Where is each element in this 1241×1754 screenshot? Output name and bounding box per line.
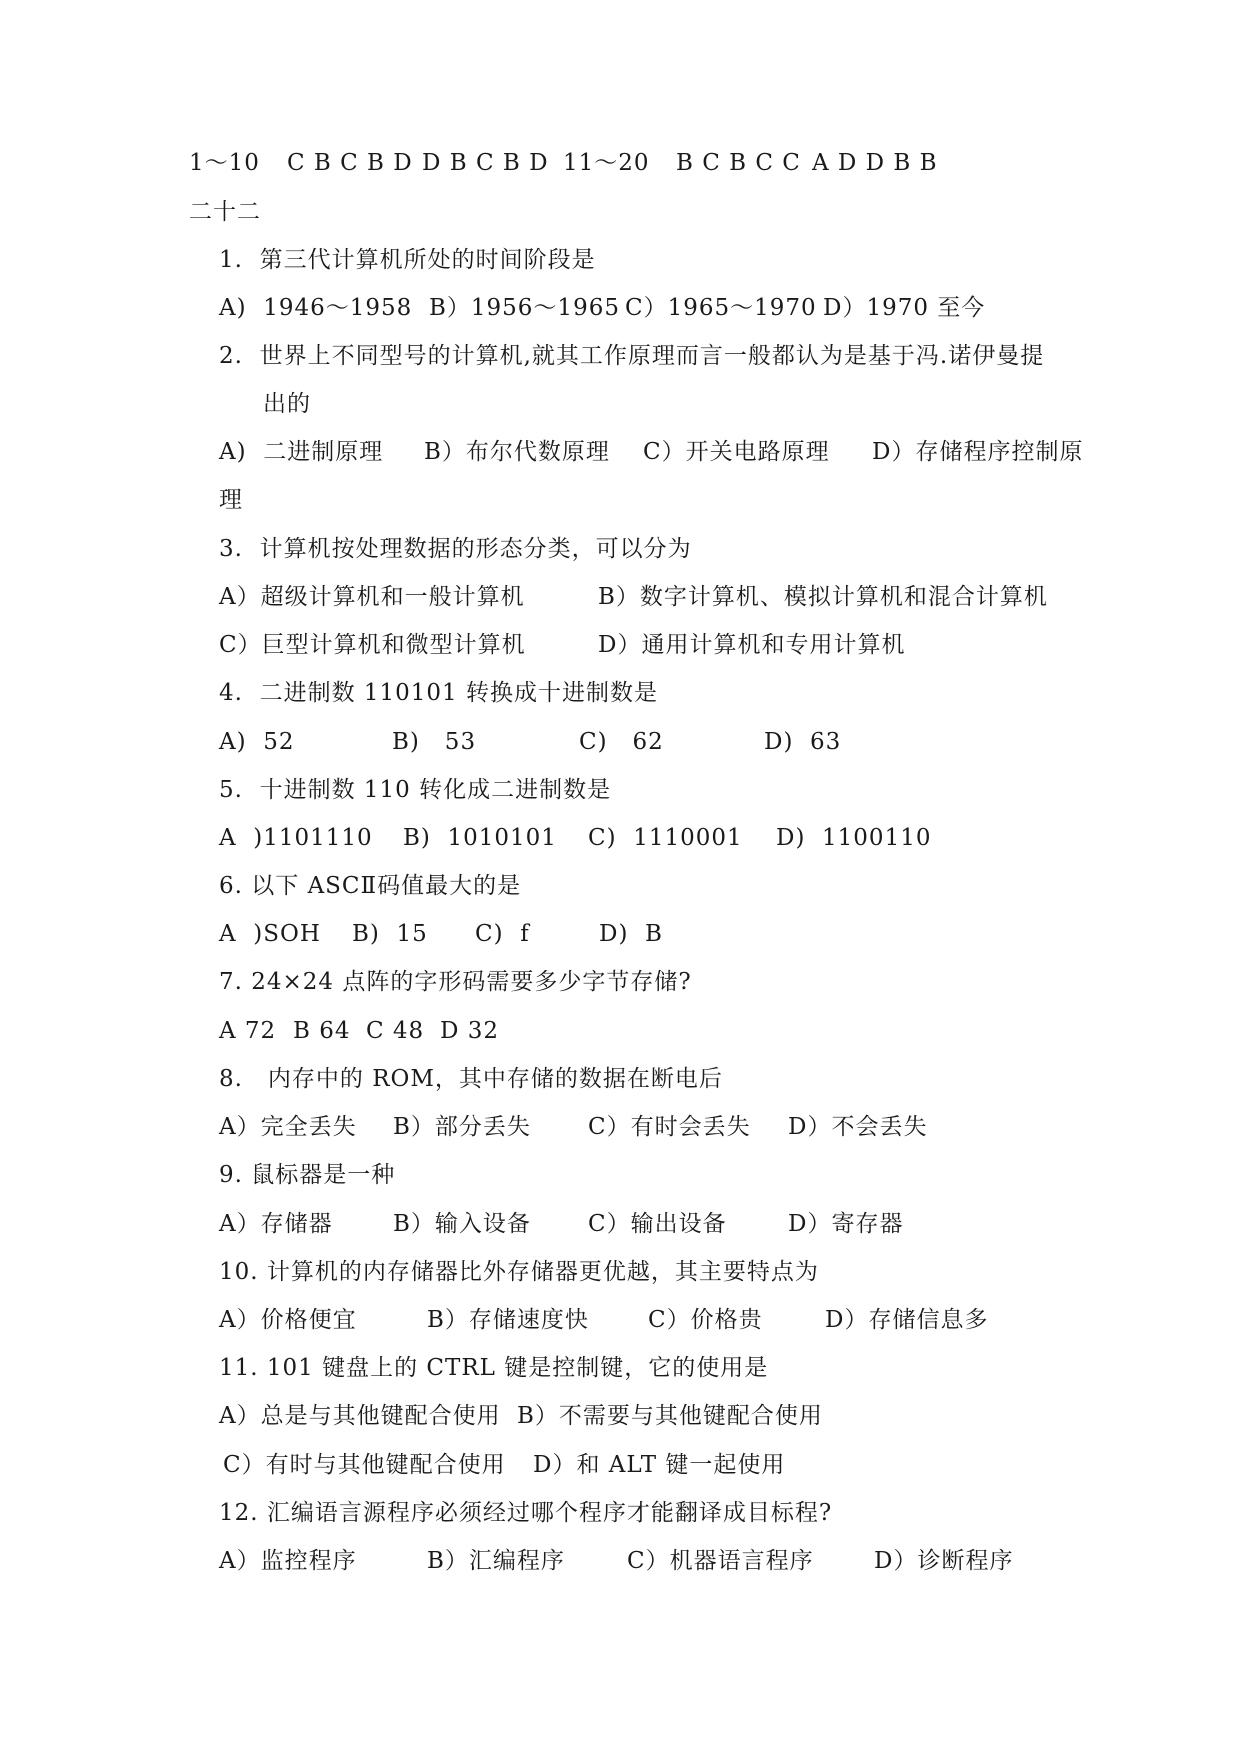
question-3: 3. 计算机按处理数据的形态分类，可以分为 xyxy=(219,536,692,562)
options-12 xyxy=(219,1546,1014,1696)
option-c: C）开关电路原理 xyxy=(643,439,830,465)
option-c: C）机器语言程序 xyxy=(627,1548,814,1574)
option-b: B）布尔代数原理 xyxy=(424,439,610,465)
question-10: 10. 计算机的内存储器比外存储器更优越，其主要特点为 xyxy=(219,1259,819,1285)
question-12: 12. 汇编语言源程序必须经过哪个程序才能翻译成目标程? xyxy=(219,1500,833,1526)
option-c: C）有时与其他键配合使用 xyxy=(223,1452,506,1478)
option-b: B）汇编程序 xyxy=(427,1548,565,1574)
option-a: A）超级计算机和一般计算机 xyxy=(219,584,525,610)
question-9: 9. 鼠标器是一种 xyxy=(219,1162,396,1188)
option-b: B) 1010101 xyxy=(403,825,557,851)
option-d: D）通用计算机和专用计算机 xyxy=(598,632,906,658)
option-d: D）诊断程序 xyxy=(874,1548,1014,1574)
option-b: B）部分丢失 xyxy=(393,1114,531,1140)
option-d: D) 1100110 xyxy=(776,825,932,851)
option-a: A）监控程序 xyxy=(219,1548,357,1574)
option-a: A）价格便宜 xyxy=(219,1307,357,1333)
option-a: A) 二进制原理 xyxy=(219,439,384,465)
option-b: B 64 xyxy=(293,1018,351,1044)
question-7: 7. 24×24 点阵的字形码需要多少字节存储? xyxy=(219,969,692,995)
option-d: D）寄存器 xyxy=(788,1211,904,1237)
option-c: C）价格贵 xyxy=(648,1307,763,1333)
option-a: A )1101110 xyxy=(219,825,373,851)
question-2: 2. 世界上不同型号的计算机,就其工作原理而言一般都认为是基于冯.诺伊曼提 xyxy=(219,343,1045,369)
option-b: B）不需要与其他键配合使用 xyxy=(517,1403,823,1429)
option-c: C) f xyxy=(475,921,530,947)
question-5: 5. 十进制数 110 转化成二进制数是 xyxy=(219,777,612,803)
option-b: B）存储速度快 xyxy=(427,1307,589,1333)
option-a: A) 52 xyxy=(219,729,295,755)
option-d: D）存储信息多 xyxy=(825,1307,989,1333)
option-c: C）输出设备 xyxy=(588,1211,727,1237)
option-b: B）输入设备 xyxy=(393,1211,531,1237)
option-a: A 72 xyxy=(219,1018,277,1044)
option-d: D) B xyxy=(599,921,663,947)
answer-group-2b: A D D B B xyxy=(812,150,938,176)
question-4: 4. 二进制数 110101 转换成十进制数是 xyxy=(219,680,658,706)
option-d: D）和 ALT 键一起使用 xyxy=(533,1452,786,1478)
option-a: A )SOH xyxy=(219,921,321,947)
answer-range-1: 1～10 xyxy=(189,150,260,176)
section-title: 二十二 xyxy=(189,199,261,225)
option-c: C 48 xyxy=(366,1018,425,1044)
question-1: 1. 第三代计算机所处的时间阶段是 xyxy=(219,247,596,273)
answer-group-2a: B C B C C xyxy=(676,150,801,176)
option-d: D）1970 至今 xyxy=(823,295,986,321)
question-8: 8. 内存中的 ROM，其中存储的数据在断电后 xyxy=(219,1066,723,1092)
option-d: D）存储程序控制原 xyxy=(872,439,1084,465)
option-a: A）完全丢失 xyxy=(219,1114,357,1140)
option-c: C）巨型计算机和微型计算机 xyxy=(219,632,526,658)
question-11: 11. 101 键盘上的 CTRL 键是控制键，它的使用是 xyxy=(219,1355,769,1381)
option-b: B）数字计算机、模拟计算机和混合计算机 xyxy=(598,584,1048,610)
answer-range-2: 11～20 xyxy=(563,150,650,176)
options-2-cont: 理 xyxy=(219,487,243,513)
answer-group-1a: C B C B D xyxy=(287,150,413,176)
option-c: C) 1110001 xyxy=(588,825,743,851)
option-d: D）不会丢失 xyxy=(788,1114,928,1140)
option-d: D 32 xyxy=(440,1018,500,1044)
option-c: C）1965～1970 xyxy=(625,295,817,321)
option-d: D) 63 xyxy=(764,729,842,755)
option-b: B) 53 xyxy=(392,729,477,755)
option-c: C) 62 xyxy=(579,729,664,755)
question-6: 6. 以下 ASCⅡ码值最大的是 xyxy=(219,873,522,899)
option-b: B) 15 xyxy=(352,921,428,947)
option-a: A）存储器 xyxy=(219,1211,333,1237)
option-a: A）总是与其他键配合使用 xyxy=(219,1403,501,1429)
option-c: C）有时会丢失 xyxy=(588,1114,751,1140)
question-2-cont: 出的 xyxy=(263,391,311,417)
option-a: A) 1946～1958 xyxy=(219,295,413,321)
answer-group-1b: D B C B D xyxy=(422,150,549,176)
option-b: B）1956～1965 xyxy=(429,295,620,321)
